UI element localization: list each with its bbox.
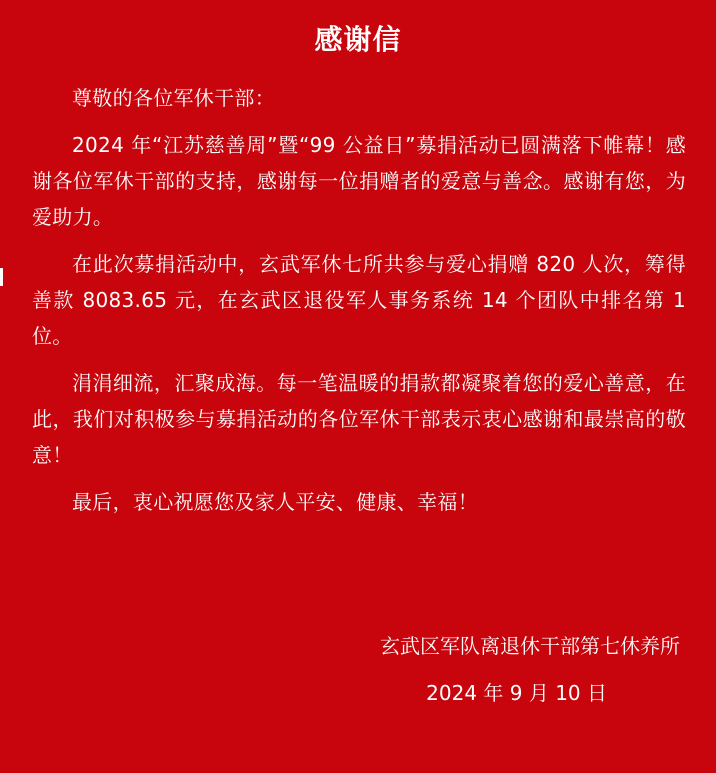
letter-signature: 玄武区军队离退休干部第七休养所 xyxy=(380,634,680,658)
paragraph-gratitude: 涓涓细流，汇聚成海。每一笔温暖的捐款都凝聚着您的爱心善意，在此，我们对积极参与募捐活动的各位军休干部表示衷心感谢和最崇高的敬意！ xyxy=(32,371,686,467)
edge-mark xyxy=(0,268,3,286)
letter-title: 感谢信 xyxy=(314,23,402,56)
letter-date: 2024 年 9 月 10 日 xyxy=(426,681,607,705)
letter-body xyxy=(32,80,686,520)
paragraph-donation-results: 在此次募捐活动中，玄武军休七所共参与爱心捐赠 820 人次，筹得善款 8083.65 元，在玄武区退役军人事务系统 14 个团队中排名第 1 位。 xyxy=(32,252,686,348)
letter-greeting: 尊敬的各位军休干部： xyxy=(72,86,275,110)
paragraph-blessing: 最后，衷心祝愿您及家人平安、健康、幸福！ xyxy=(72,490,478,514)
paragraph-event-conclusion: 2024 年“江苏慈善周”暨“99 公益日”募捐活动已圆满落下帷幕！感谢各位军休干部的支持，感谢每一位捐赠者的爱意与善念。感谢有您，为爱助力。 xyxy=(32,133,686,229)
